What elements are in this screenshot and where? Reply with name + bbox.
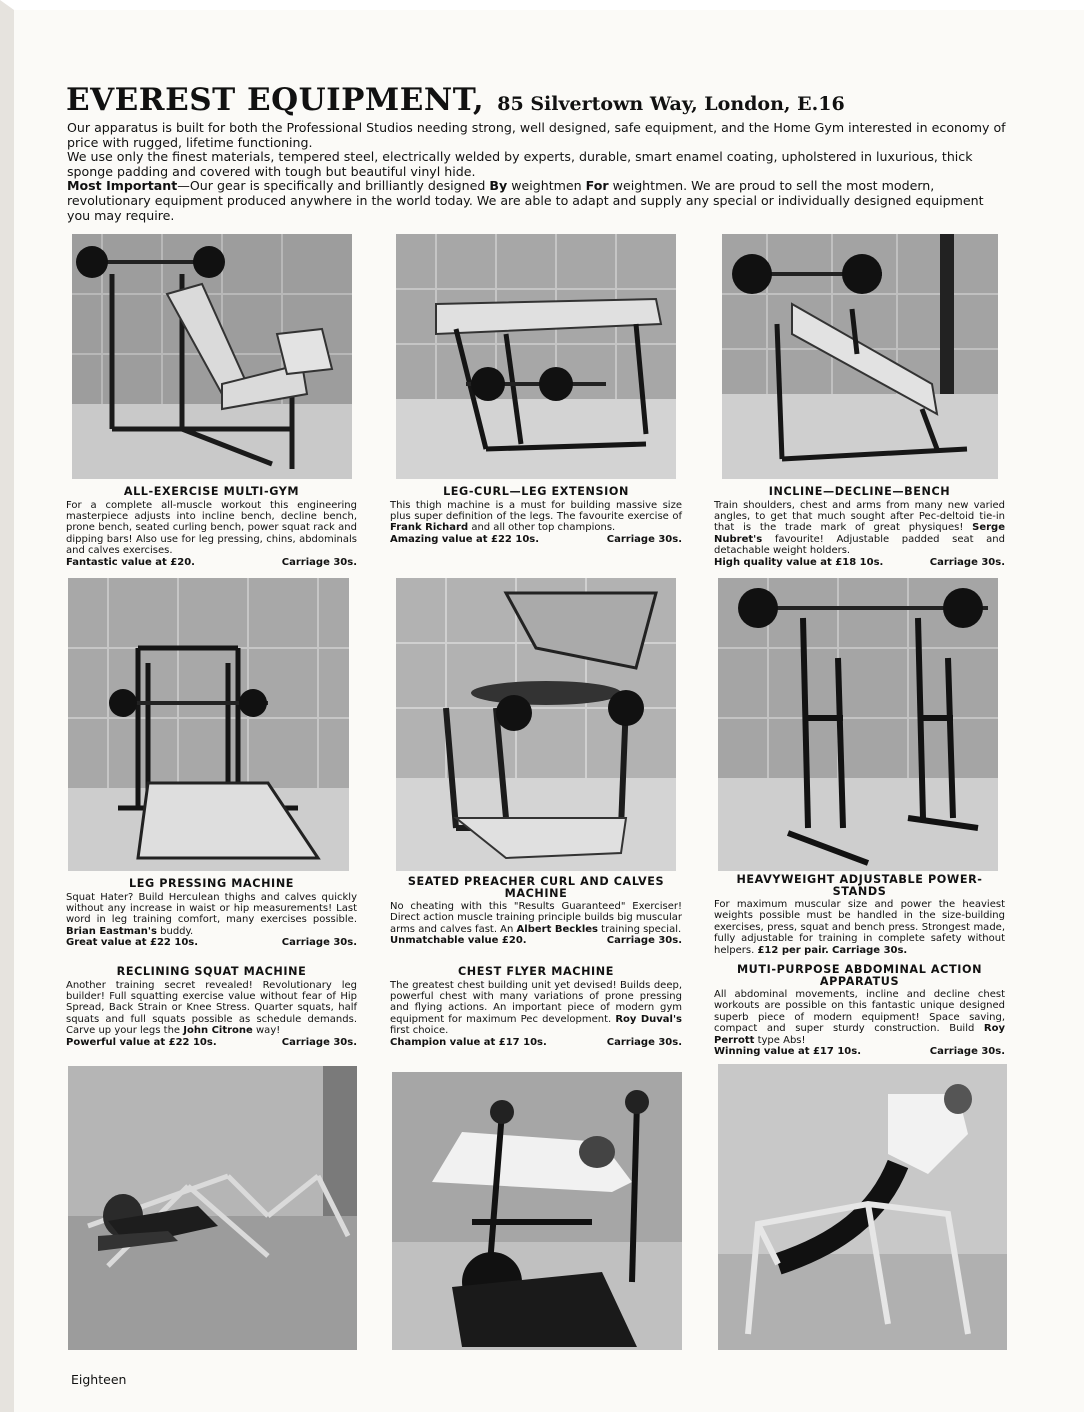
desc-part: Another training secret revealed! Revolutionary leg builder! Full squatting exercise value without fear of Hip Spread, Back Strain or Knee Stress. Quarter squats, half squats and full squats possible as schedule demands. Carve up your legs the [66,979,357,1037]
product-price-line [66,557,357,568]
product-power-stands [714,874,1005,956]
product-description [66,980,357,1037]
champion-name: Serge Nubret's [714,522,1005,545]
champion-name: Albert Beckles [516,923,598,935]
product-description [714,500,1005,557]
intro-text [67,121,1007,223]
company-address: 85 Silvertown Way, London, E.16 [497,93,845,115]
product-price: Amazing value at £22 10s. [390,533,540,545]
product-description [66,892,357,938]
desc-part: For maximum muscular size and power the heaviest weights possible must be handled in the size-building exercises, press, squat and bench press. Strongest made, fully adjustable for training in complete safety without helpers. [714,899,1005,956]
product-price-line [714,557,1005,568]
champion-name: Roy Duval's [615,1013,682,1025]
product-leg-press [66,878,357,949]
desc-part: buddy. [156,925,194,937]
product-carriage: Carriage 30s. [281,1036,357,1048]
product-description [390,901,682,935]
product-carriage: Carriage 30s. [281,937,357,949]
intro-text-c: weightmen. We are proud to sell the most modern, revolutionary equipment produced anywhere in the world today. We are able to adapt and supply any special or individually designed equipment you may require. [67,178,984,223]
product-price: Winning value at £17 10s. [714,1046,861,1058]
desc-part: training special. [598,923,682,935]
product-carriage: Carriage 30s. [606,533,682,545]
product-carriage: Carriage 30s. [929,556,1005,568]
desc-part: This thigh machine is a must for building massive size plus super definition of the legs. The favourite exercise of [390,499,682,522]
desc-part: way! [252,1025,281,1037]
product-description [390,500,682,534]
product-price-line [390,534,682,545]
product-title: MUTI-PURPOSE ABDOMINAL ACTION APPARATUS [736,963,983,988]
desc-part: All abdominal movements, incline and decline chest workouts are possible on this fantastic unique designed superb piece of modern equipment! Space saving, compact and super sturdy construction. Build [714,989,1005,1035]
product-incline-bench [714,486,1005,568]
product-price: Unmatchable value £20. [390,935,527,947]
product-title: ALL-EXERCISE MULTI-GYM [123,485,300,498]
abdominal-photo-icon [718,1064,1007,1350]
product-price-line [390,1037,682,1048]
product-description: For a complete all-muscle workout this engineering masterpiece adjusts into incline bench, decline bench, prone bench, seated curling bench, power squat rack and dipping bars! Also use for leg pressing, chins, abdominals and calves exercises. [66,499,357,557]
product-title: RECLINING SQUAT MACHINE [116,965,307,978]
intro-lead: Most Important [67,178,178,194]
product-title: LEG PRESSING MACHINE [128,877,295,890]
product-title: HEAVYWEIGHT ADJUSTABLE POWER-STANDS [736,873,983,898]
power-stands-photo-icon [718,578,998,871]
champion-name: Brian Eastman's [66,925,157,937]
product-leg-curl [390,486,682,545]
leg-press-photo-icon [68,578,349,871]
intro-text-b: weightmen [507,178,586,194]
champion-name: John Citrone [183,1025,253,1037]
product-title: LEG-CURL—LEG EXTENSION [443,485,629,498]
product-carriage: Carriage 30s. [606,1036,682,1048]
product-price: £12 per pair. [757,944,829,956]
intro-by: By [489,178,508,194]
preacher-curl-photo-icon [396,578,676,871]
desc-part: Squat Hater? Build Herculean thighs and calves quickly without any increase in waist or hip measurements! Last word in leg training comfort, many exercises possible. [66,891,357,926]
desc-part: type Abs! [754,1034,806,1046]
product-title: CHEST FLYER MACHINE [457,965,614,978]
product-carriage: Carriage 30s. [832,944,908,956]
product-carriage: Carriage 30s. [281,556,357,568]
intro-for: For [585,178,609,194]
champion-name: Roy Perrott [714,1023,1005,1046]
multi-gym-photo-icon [72,234,352,479]
intro-paragraph-1: Our apparatus is built for both the Professional Studios needing strong, well designed, safe equipment, and the Home Gym interested in economy of price with rugged, lifetime functioning. [67,120,1006,150]
intro-paragraph-2: We use only the finest materials, tempered steel, electrically welded by experts, durable, smart enamel coating, upholstered in luxurious, thick sponge padding and covered with tough but beautiful vinyl hide. [67,149,973,179]
product-carriage: Carriage 30s. [929,1046,1005,1058]
product-description [714,899,1005,956]
desc-part: and all other top champions. [468,522,616,534]
incline-bench-photo-icon [722,234,998,479]
product-price: Fantastic value at £20. [66,556,195,568]
desc-part: first choice. [390,1025,449,1037]
desc-part: The greatest chest building unit yet devised! Builds deep, powerful chest with many variations of prone pressing and flying actions. An important piece of modern gym equipment for maximum Pec development. [390,979,682,1025]
intro-paragraph-3 [67,179,1007,223]
brand-name: EVEREST EQUIPMENT, [66,82,485,118]
desc-part: favourite! Adjustable padded seat and detachable weight holders. [714,533,1005,557]
chest-flyer-photo-icon [392,1072,682,1350]
product-chest-flyer [390,966,682,1048]
product-multi-gym [66,486,357,568]
product-price-line [390,935,682,946]
page-header [66,82,845,118]
product-price: Champion value at £17 10s. [390,1036,547,1048]
leg-curl-photo-icon [396,234,676,479]
product-price: Powerful value at £22 10s. [66,1036,217,1048]
product-abdominal [714,964,1005,1057]
champion-name: Frank Richard [390,522,469,534]
desc-part: Train shoulders, chest and arms from many new varied angles, to get that much sought after Pec-deltoid tie-in that is the trade mark of great physiques! [714,499,1005,534]
product-description [390,980,682,1037]
product-preacher-curl [390,876,682,947]
product-title: INCLINE—DECLINE—BENCH [768,485,951,498]
product-price-line [66,1037,357,1048]
squat-machine-photo-icon [68,1066,357,1350]
product-squat-machine [66,966,357,1048]
product-carriage: Carriage 30s. [606,935,682,947]
product-price-line [714,1046,1005,1057]
intro-text-a: —Our gear is specifically and brilliantly designed [177,178,490,194]
product-title: SEATED PREACHER CURL AND CALVES MACHINE [407,875,665,900]
desc-part: No cheating with this "Results Guaranteed" Exerciser! Direct action muscle training principle builds big muscular arms and calves fast. An [390,901,682,935]
product-price: High quality value at £18 10s. [714,556,884,568]
page-number: Eighteen [71,1372,127,1387]
product-price-line [66,937,357,948]
product-price: Great value at £22 10s. [66,937,199,949]
product-description [714,989,1005,1046]
